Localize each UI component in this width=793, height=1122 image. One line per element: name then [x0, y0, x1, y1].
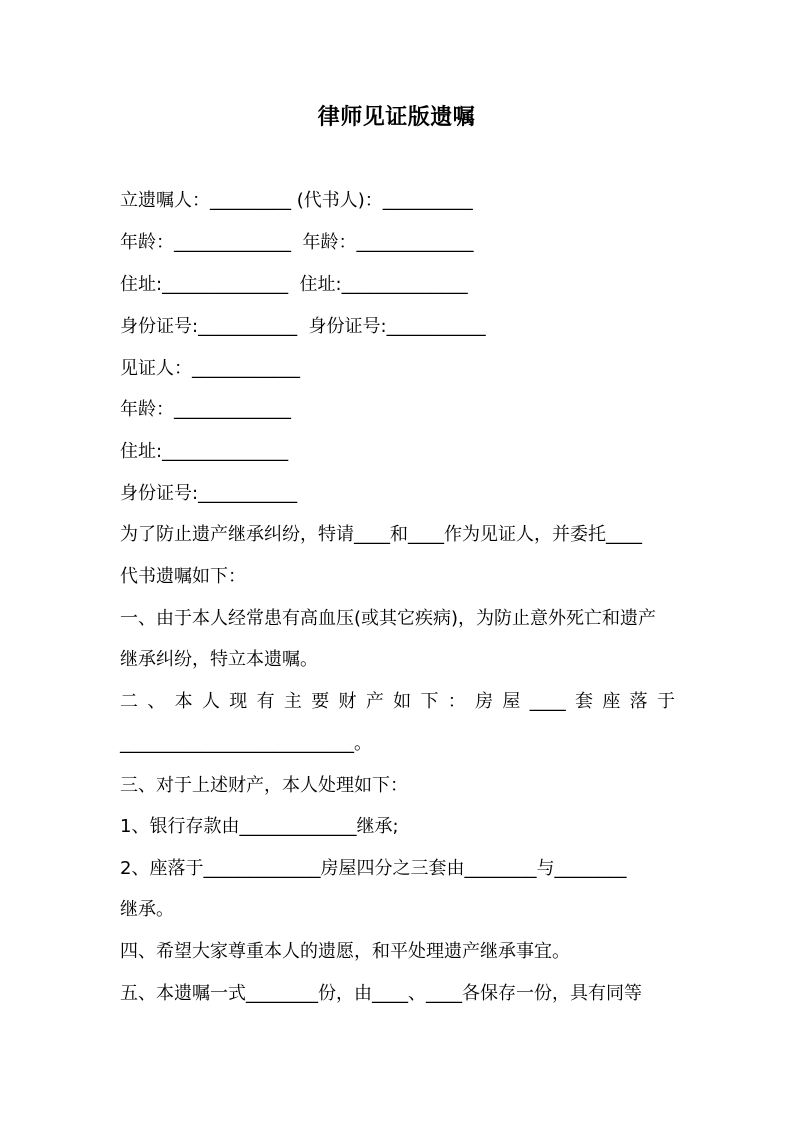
id-number-line: 身份证号:___________ 身份证号:___________: [120, 316, 486, 337]
witness-id-line: 身份证号:___________: [120, 483, 298, 504]
clause-four: 四、希望大家尊重本人的遗愿，和平处理遗产继承事宜。: [120, 941, 570, 962]
clause-one: 一、由于本人经常患有高血压(或其它疾病)，为防止意外死亡和遗产: [120, 608, 657, 629]
document-title: 律师见证版遗嘱: [317, 105, 476, 130]
clause-five: 五、本遗嘱一式________份，由____、____各保存一份，具有同等: [120, 983, 642, 1004]
witness-age-line: 年龄：_____________: [120, 399, 291, 420]
clause-two: 二、本人现有主要财产如下：房屋____套座落于: [120, 691, 675, 712]
clause-two-cont: __________________________。: [120, 733, 372, 754]
clause-one-cont: 继承纠纷，特立本遗嘱。: [120, 649, 318, 670]
paragraph-intro-cont: 代书遗嘱如下：: [120, 566, 246, 587]
clause-three-item-1: 1、银行存款由_____________继承;: [120, 816, 399, 837]
witness-line: 见证人：____________: [120, 358, 300, 379]
witness-address-line: 住址:______________: [120, 441, 289, 462]
clause-three: 三、对于上述财产，本人处理如下：: [120, 775, 408, 796]
testator-line: 立遗嘱人：_________ (代书人)：__________: [120, 190, 473, 211]
paragraph-intro: 为了防止遗产继承纠纷，特请____和____作为见证人，并委托____: [120, 524, 642, 545]
age-line: 年龄：_____________ 年龄：_____________: [120, 232, 474, 253]
clause-three-item-2-cont: 继承。: [120, 899, 174, 920]
clause-three-item-2: 2、座落于_____________房屋四分之三套由________与________: [120, 858, 627, 879]
address-line: 住址:______________ 住址:______________: [120, 274, 468, 295]
